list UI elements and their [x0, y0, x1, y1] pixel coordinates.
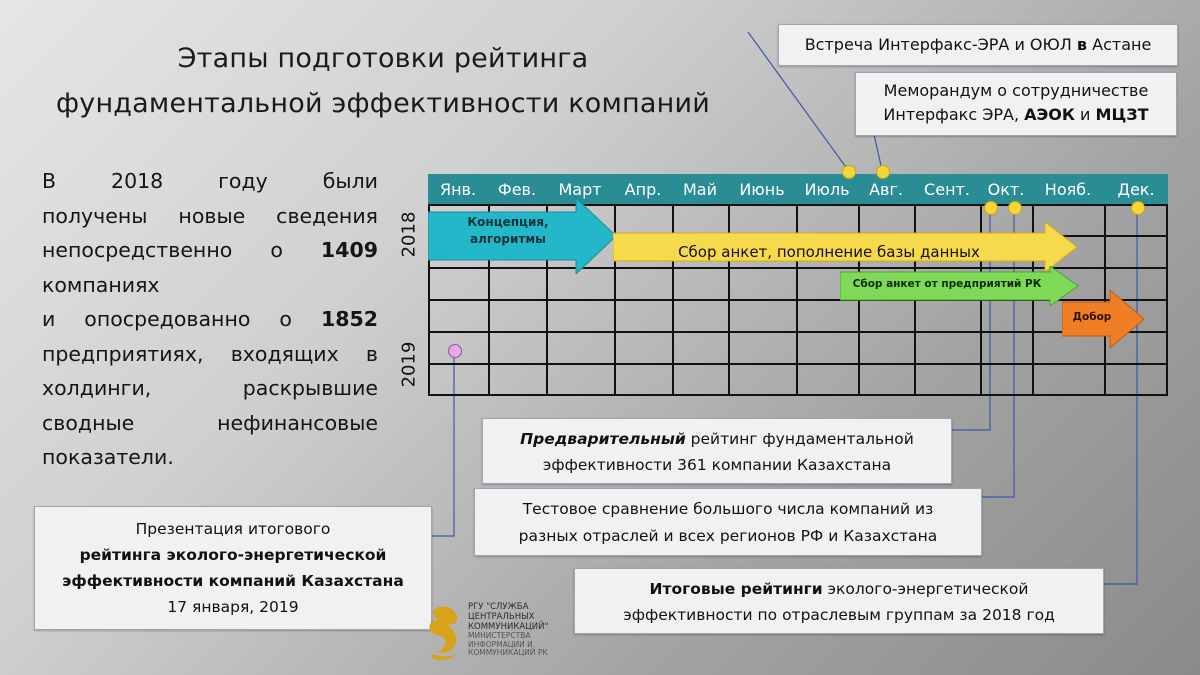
month-dec: Дек. [1117, 180, 1155, 199]
summary-line: показатели. [42, 445, 174, 469]
callout-presentation: Презентация итогового рейтинга эколого-энергетической эффективности компаний Казахстана 17 января, 2019 [34, 506, 432, 630]
summary-line: получены новые сведения [42, 203, 378, 228]
milestone-preliminary-dot [984, 201, 998, 215]
year-2018: 2018 [398, 211, 420, 258]
count-1409: 1409 [320, 238, 378, 262]
count-1852: 1852 [320, 307, 378, 331]
month-jun: Июнь [739, 180, 785, 199]
org-name: РГУ "СЛУЖБА ЦЕНТРАЛЬНЫХ КОММУНИКАЦИЙ" МИНИСТЕРСТВА ИНФОРМАЦИИ И КОММУНИКАЦИЙ РК [468, 602, 549, 657]
summary-line: компаниях [42, 272, 160, 297]
milestone-test-dot [1008, 201, 1022, 215]
month-feb: Фев. [497, 180, 537, 199]
arrow-additional-label: Добор [1072, 311, 1112, 323]
grid-line [428, 394, 1168, 396]
summary-line: В 2018 году были [42, 169, 378, 193]
arrow-concept-label: Концепция, алгоритмы [467, 215, 549, 246]
summary-line: холдинги, раскрывшие [42, 376, 378, 400]
title-line-1: Этапы подготовки рейтинга [177, 43, 589, 74]
summary-line: и опосредованно о 1852 [42, 307, 378, 331]
month-oct: Окт. [987, 180, 1025, 199]
summary-line: непосредственно о 1409 [42, 238, 378, 262]
grid-line [428, 331, 1168, 333]
summary-line: сводные нефинансовые [42, 410, 378, 435]
callout-meeting: Встреча Интерфакс-ЭРА и ОЮЛ в Астане [778, 24, 1178, 66]
milestone-final-dot [1131, 201, 1145, 215]
snow-leopard-emblem-icon [426, 604, 464, 662]
callout-test: Тестовое сравнение большого числа компаний из разных отраслей и всех регионов РФ и Казахстана [474, 488, 982, 556]
month-nov: Нояб. [1044, 180, 1092, 199]
year-2019: 2019 [398, 341, 420, 388]
grid-line [428, 363, 1168, 365]
slide-title [38, 36, 728, 126]
title-line-2: фундаментальной эффективности компаний [55, 88, 711, 119]
month-mar: Март [558, 180, 602, 199]
month-jan: Янв. [439, 180, 477, 199]
milestone-presentation-dot [448, 344, 462, 358]
callout-preliminary: Предварительный рейтинг фундаментальной эффективности 361 компании Казахстана [482, 418, 952, 484]
arrow-survey-collection-label: Сбор анкет, пополнение базы данных [678, 243, 980, 261]
callout-final: Итоговые рейтинги эколого-энергетической эффективности по отраслевым группам за 2018 год [574, 568, 1104, 634]
callout-memorandum: Меморандум о сотрудничестве Интерфакс ЭРА, АЭОК и МЦЗТ [855, 72, 1177, 136]
month-jul: Июль [804, 180, 850, 199]
arrow-kz-surveys-label: Сбор анкет от предприятий РК [852, 278, 1042, 290]
month-apr: Апр. [624, 180, 662, 199]
summary-line: предприятиях, входящих в [42, 341, 378, 366]
org-logo [426, 600, 606, 672]
milestone-memorandum-dot [876, 165, 890, 179]
month-sep: Сент. [924, 180, 970, 199]
grid-line [1166, 204, 1168, 396]
summary-text [42, 164, 378, 475]
month-aug: Авг. [869, 180, 903, 199]
month-may: Май [682, 180, 717, 199]
milestone-meeting-dot [842, 165, 856, 179]
